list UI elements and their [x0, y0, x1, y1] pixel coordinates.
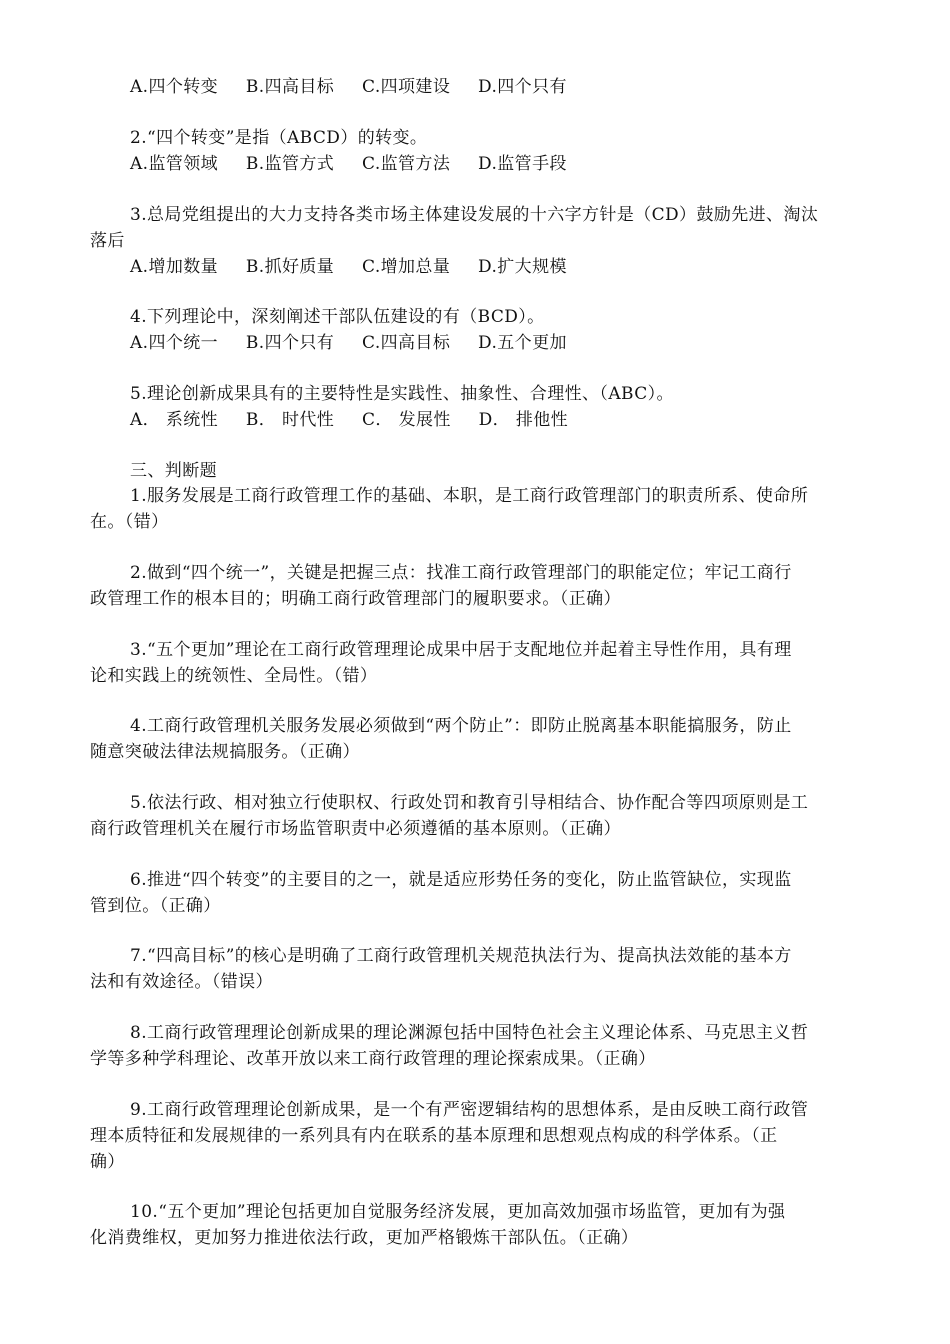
judgment-item-4-line2: 随意突破法律法规搞服务。（正确）	[90, 742, 360, 762]
judgment-item-4-line1: 4.工商行政管理机关服务发展必须做到“两个防止”：即防止脱离基本职能搞服务，防止	[130, 716, 792, 736]
q2-option-c: C.监管方法	[362, 154, 451, 174]
judgment-item-7-line1: 7.“四高目标”的核心是明确了工商行政管理机关规范执法行为、提高执法效能的基本方	[130, 946, 792, 966]
q5-option-d: D． 排他性	[478, 410, 569, 430]
q2-option-d: D.监管手段	[478, 154, 567, 174]
q5-option-a: A． 系统性	[130, 410, 219, 430]
q1-option-c: C.四项建设	[362, 77, 451, 97]
q4-option-d: D.五个更加	[478, 333, 567, 353]
judgment-item-9-line2: 理本质特征和发展规律的一系列具有内在联系的基本原理和思想观点构成的科学体系。（正	[90, 1126, 778, 1146]
q1-option-b: B.四高目标	[245, 77, 335, 97]
judgment-item-5-line2: 商行政管理机关在履行市场监管职责中必须遵循的基本原则。（正确）	[90, 819, 621, 839]
q4-stem: 4.下列理论中，深刻阐述干部队伍建设的有（BCD）。	[130, 307, 545, 327]
judgment-item-9-line3: 确）	[90, 1152, 125, 1172]
q4-option-a: A.四个统一	[130, 333, 219, 353]
judgment-item-8-line2: 学等多种学科理论、改革开放以来工商行政管理的理论探索成果。（正确）	[90, 1049, 656, 1069]
judgment-item-8-line1: 8.工商行政管理理论创新成果的理论渊源包括中国特色社会主义理论体系、马克思主义哲	[130, 1023, 809, 1043]
judgment-item-10-line2: 化消费维权，更加努力推进依法行政，更加严格锻炼干部队伍。（正确）	[90, 1228, 639, 1248]
q1-options	[130, 74, 880, 100]
q4-options	[130, 330, 880, 356]
q5-option-c: C． 发展性	[362, 410, 451, 430]
judgment-item-9-line1: 9.工商行政管理理论创新成果，是一个有严密逻辑结构的思想体系，是由反映工商行政管	[130, 1100, 809, 1120]
judgment-item-6-line2: 管到位。（正确）	[90, 896, 221, 916]
judgment-item-2-line2: 政管理工作的根本目的；明确工商行政管理部门的履职要求。（正确）	[90, 589, 621, 609]
q2-option-a: A.监管领域	[130, 154, 219, 174]
judgment-item-1-line2: 在。（错）	[90, 512, 169, 532]
judgment-item-10-line1: 10.“五个更加”理论包括更加自觉服务经济发展，更加高效加强市场监管，更加有为强	[130, 1202, 786, 1222]
judgment-item-6-line1: 6.推进“四个转变”的主要目的之一，就是适应形势任务的变化，防止监管缺位，实现监	[130, 870, 792, 890]
q3-options	[130, 254, 880, 280]
q3-option-a: A.增加数量	[130, 257, 219, 277]
judgment-item-5-line1: 5.依法行政、相对独立行使职权、行政处罚和教育引导相结合、协作配合等四项原则是工	[130, 793, 809, 813]
q3-stem-line1: 3.总局党组提出的大力支持各类市场主体建设发展的十六字方针是（CD）鼓励先进、淘汰	[130, 205, 819, 225]
judgment-item-1-line1: 1.服务发展是工商行政管理工作的基础、本职，是工商行政管理部门的职责所系、使命所	[130, 486, 809, 506]
judgment-item-3-line2: 论和实践上的统领性、全局性。（错）	[90, 666, 378, 686]
q3-option-c: C.增加总量	[362, 257, 451, 277]
q5-option-b: B． 时代性	[245, 410, 335, 430]
judgment-item-3-line1: 3.“五个更加”理论在工商行政管理理论成果中居于支配地位并起着主导性作用，具有理	[130, 640, 792, 660]
q2-options	[130, 151, 880, 177]
q1-option-a: A.四个转变	[130, 77, 219, 97]
q2-stem: 2.“四个转变”是指（ABCD）的转变。	[130, 128, 428, 148]
q4-option-c: C.四高目标	[362, 333, 451, 353]
q5-stem: 5.理论创新成果具有的主要特性是实践性、抽象性、合理性、（ABC）。	[130, 384, 674, 404]
q3-option-d: D.扩大规模	[478, 257, 567, 277]
section-heading: 三、判断题	[130, 461, 217, 481]
judgment-item-7-line2: 法和有效途径。（错误）	[90, 972, 273, 992]
q2-option-b: B.监管方式	[245, 154, 335, 174]
q3-option-b: B.抓好质量	[245, 257, 335, 277]
q4-option-b: B.四个只有	[245, 333, 335, 353]
judgment-item-2-line1: 2.做到“四个统一”，关键是把握三点：找准工商行政管理部门的职能定位；牢记工商行	[130, 563, 792, 583]
q3-stem-line2: 落后	[90, 231, 125, 251]
q1-option-d: D.四个只有	[478, 77, 567, 97]
q5-options	[130, 407, 880, 433]
